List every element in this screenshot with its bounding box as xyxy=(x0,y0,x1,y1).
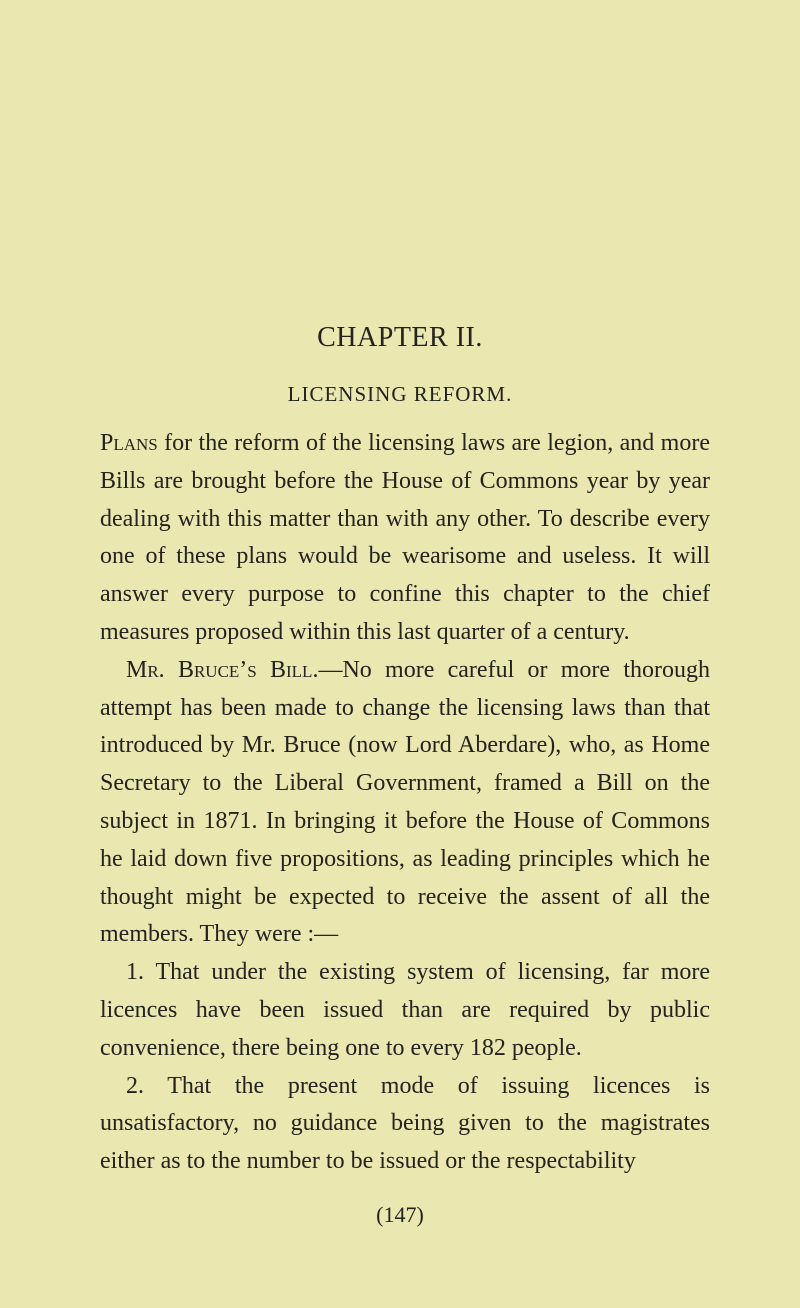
body-text xyxy=(100,425,710,1181)
paragraph-bruce-bill-lead: Mr. Bruce’s Bill. xyxy=(126,656,319,683)
page-number: (147) xyxy=(376,1202,424,1227)
paragraph-intro xyxy=(100,425,710,652)
proposition-2: 2. That the present mode of issuing licences is unsatisfactory, no guidance being given to the magistrates either as to the number to be issued or the respectability xyxy=(100,1072,710,1175)
paragraph-intro-lead: Plans xyxy=(100,430,158,456)
chapter-heading: CHAPTER II. xyxy=(317,322,483,353)
proposition-1: 1. That under the existing system of licensing, far more licences have been issued than are required by public convenience, there being one to every 182 people. xyxy=(100,959,710,1061)
section-title: LICENSING REFORM. xyxy=(287,382,513,406)
paragraph-bruce-bill xyxy=(100,652,710,954)
paragraph-bruce-bill-text: —No more careful or more thorough attempt has been made to change the licensing laws than that introduced by Mr. Bruce (now Lord Aberdare), who, as Home Secretary to the Liberal Government, framed a Bill on the subject in 1871. In bringing it before the House of Commons he laid down five propositions, as leading principles which he thought might be expected to receive the assent of all the members. They were :— xyxy=(100,656,710,948)
paragraph-intro-text: for the reform of the licensing laws are legion, and more Bills are brought before the House of Commons year by year dealing with this matter than with any other. To describe every one of these plans would be wearisome and useless. It will answer every purpose to confine this chapter to the chief measures proposed within this last quarter of a century. xyxy=(100,430,710,645)
